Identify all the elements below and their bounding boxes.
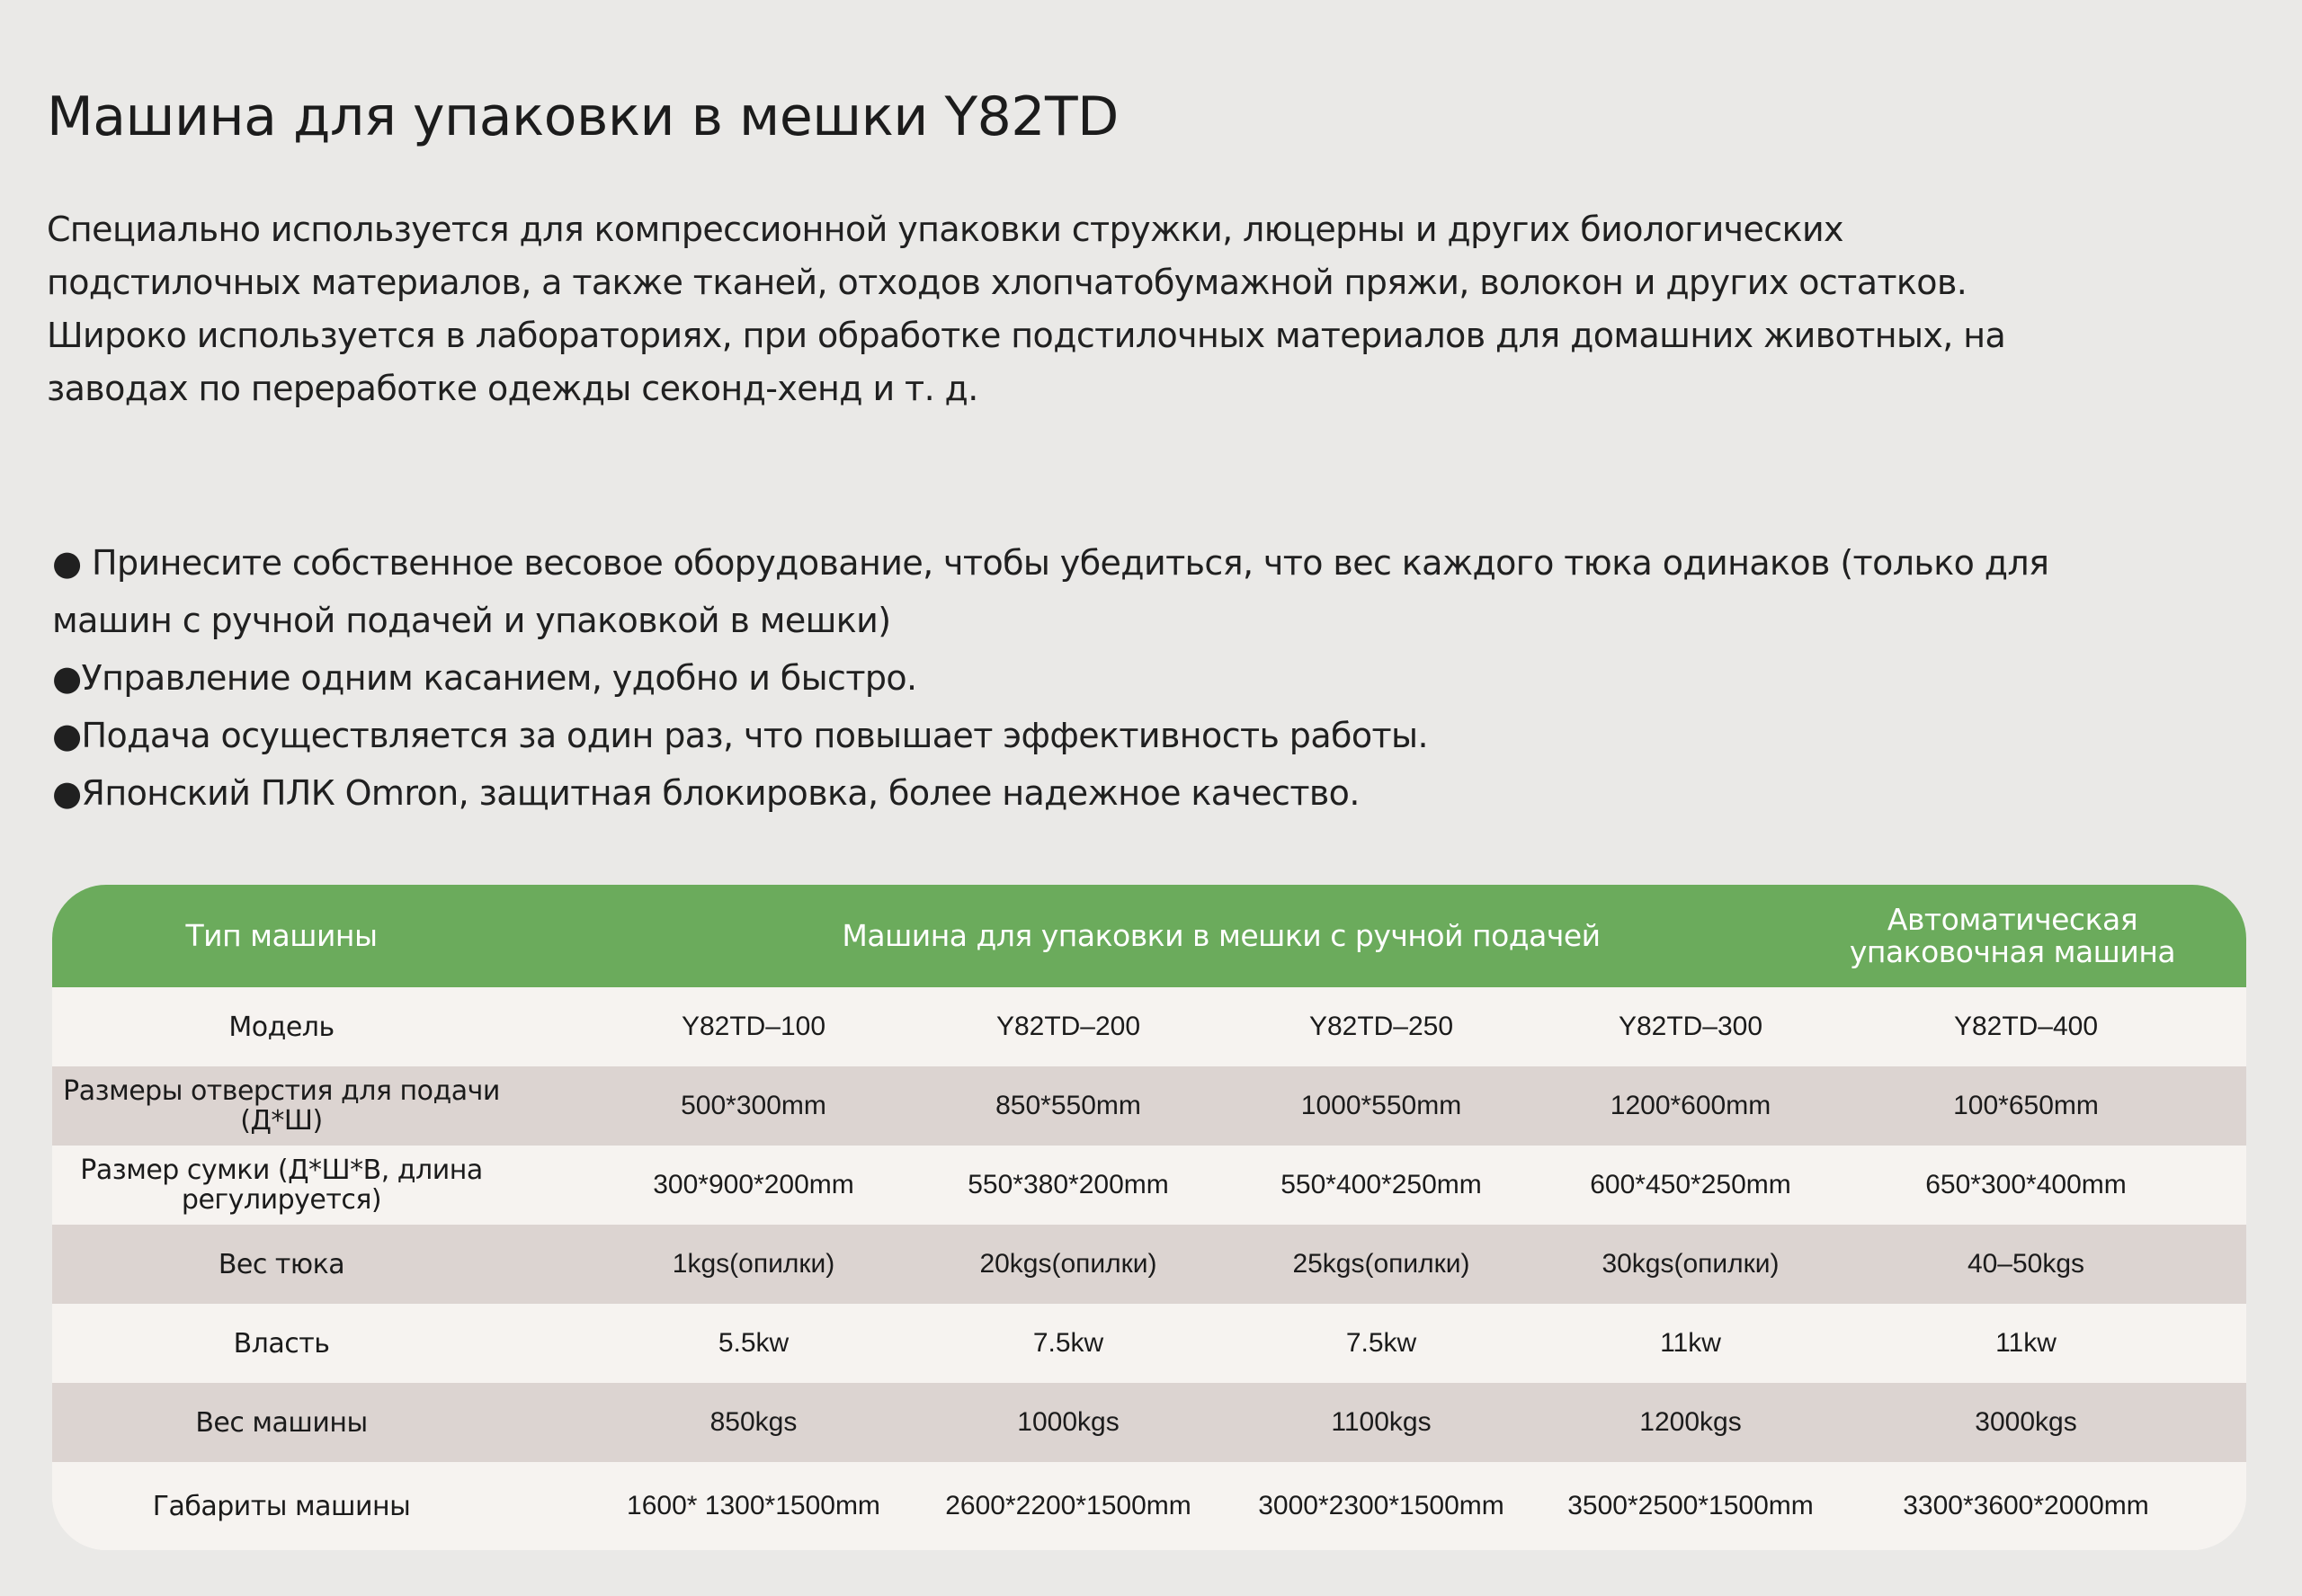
table-cell: Y82TD–100 xyxy=(681,1012,826,1041)
table-cell: 7.5kw xyxy=(1345,1328,1417,1358)
intro-paragraph xyxy=(47,203,2223,415)
feature-item: ● Принесите собственное весовое оборудование, чтобы убедиться, что вес каждого тюка одинаков (только для xyxy=(52,543,2049,583)
row-label: Вес машины xyxy=(195,1406,368,1439)
table-cell: 550*380*200mm xyxy=(968,1170,1169,1199)
table-cell: 1600* 1300*1500mm xyxy=(627,1491,880,1520)
table-cell: 1kgs(опилки) xyxy=(672,1249,835,1279)
feature-item: ●Управление одним касанием, удобно и быстро. xyxy=(52,658,917,698)
table-row-feed-opening xyxy=(52,1066,2246,1146)
table-cell: 11kw xyxy=(1660,1328,1721,1358)
table-row-bag-size xyxy=(52,1146,2246,1225)
table-cell: 300*900*200mm xyxy=(653,1170,854,1199)
table-cell: 650*300*400mm xyxy=(1925,1170,2127,1199)
table-row-power xyxy=(52,1304,2246,1383)
table-cell: 550*400*250mm xyxy=(1280,1170,1482,1199)
intro-line: заводах по переработке одежды секонд-хенд и т. д. xyxy=(47,369,978,408)
table-cell: Y82TD–200 xyxy=(995,1012,1141,1041)
table-row-machine-weight xyxy=(52,1383,2246,1462)
table-header-row xyxy=(52,885,2246,987)
row-label: Власть xyxy=(233,1327,330,1360)
feature-item-continuation: машин с ручной подачей и упаковкой в мешки) xyxy=(52,601,891,640)
table-cell: 7.5kw xyxy=(1032,1328,1104,1358)
table-cell: Y82TD–400 xyxy=(1953,1012,2099,1041)
table-cell: 30kgs(опилки) xyxy=(1602,1249,1780,1279)
table-cell: Y82TD–250 xyxy=(1308,1012,1454,1041)
table-row-model xyxy=(52,987,2246,1066)
intro-line: подстилочных материалов, а также тканей, отходов хлопчатобумажной пряжи, волокон и других остатков. xyxy=(47,263,1967,302)
table-cell: 1200*600mm xyxy=(1610,1091,1771,1120)
table-cell: 2600*2200*1500mm xyxy=(945,1491,1191,1520)
table-cell: 850kgs xyxy=(709,1407,798,1437)
table-cell: 25kgs(опилки) xyxy=(1292,1249,1470,1279)
feature-list xyxy=(52,534,2246,822)
row-label: Габариты машины xyxy=(152,1490,411,1522)
feature-item: ●Подача осуществляется за один раз, что повышает эффективность работы. xyxy=(52,716,1428,755)
table-cell: Y82TD–300 xyxy=(1618,1012,1763,1041)
table-cell: 850*550mm xyxy=(995,1091,1141,1120)
table-cell: 1000kgs xyxy=(1017,1407,1120,1437)
header-manual-cell: Машина для упаковки в мешки с ручной подачей xyxy=(842,918,1601,953)
header-type-cell: Тип машины xyxy=(185,918,378,953)
intro-line: Специально используется для компрессионной упаковки стружки, люцерны и других биологических xyxy=(47,210,1843,249)
table-cell: 11kw xyxy=(1995,1328,2057,1358)
table-row-dimensions xyxy=(52,1462,2246,1550)
table-cell: 20kgs(опилки) xyxy=(979,1249,1157,1279)
table-cell: 1100kgs xyxy=(1331,1407,1432,1437)
row-label: Размеры отверстия для подачи (Д*Ш) xyxy=(63,1075,500,1137)
table-row-bale-weight xyxy=(52,1225,2246,1304)
table-cell: 3000*2300*1500mm xyxy=(1258,1491,1504,1520)
row-label: Вес тюка xyxy=(218,1248,345,1280)
table-cell: 1000*550mm xyxy=(1300,1091,1462,1120)
table-cell: 3500*2500*1500mm xyxy=(1567,1491,1814,1520)
table-cell: 3000kgs xyxy=(1975,1407,2077,1437)
table-cell: 600*450*250mm xyxy=(1590,1170,1791,1199)
table-cell: 1200kgs xyxy=(1639,1407,1742,1437)
feature-item: ●Японский ПЛК Omron, защитная блокировка, более надежное качество. xyxy=(52,773,1360,813)
table-cell: 3300*3600*2000mm xyxy=(1903,1491,2149,1520)
header-auto-cell: Автоматическая упаковочная машина xyxy=(1849,902,2176,969)
row-label: Модель xyxy=(228,1011,335,1043)
table-cell: 100*650mm xyxy=(1953,1091,2099,1120)
intro-line: Широко используется в лабораториях, при обработке подстилочных материалов для домашних животных, на xyxy=(47,316,2006,355)
table-cell: 40–50kgs xyxy=(1967,1249,2085,1279)
spec-table xyxy=(52,885,2246,1550)
table-cell: 500*300mm xyxy=(681,1091,826,1120)
row-label: Размер сумки (Д*Ш*В, длина регулируется) xyxy=(80,1155,483,1216)
table-cell: 5.5kw xyxy=(718,1328,790,1358)
page-title: Машина для упаковки в мешки Y82TD xyxy=(47,85,1119,148)
